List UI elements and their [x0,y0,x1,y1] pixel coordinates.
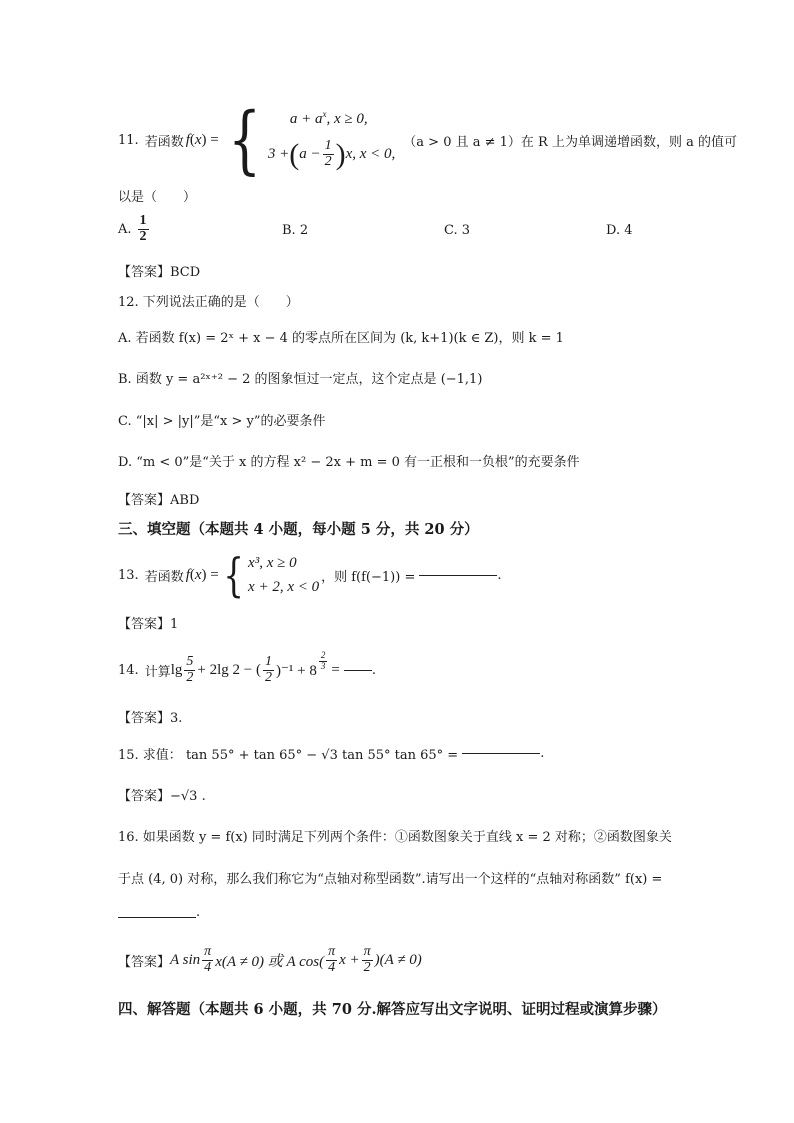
q11-number: 11. [118,132,139,148]
q11-case2: 3 + ( a − $\frac{1}{2}$ ) x, x < 0, [267,137,396,171]
q14-answer-blank [344,670,372,671]
q16-answer-label: 【答案】 [118,954,171,970]
q14-number: 14. [118,662,139,678]
q11-brace: { [227,97,261,183]
q12-option-b: B. 函数 y = a²ˣ⁺² − 2 的图象恒过一定点，这个定点是 (−1,1) [118,372,483,387]
q12-stem: 12. 下列说法正确的是（ ） [118,295,299,310]
q11-option-a: A. $\frac{1}{2}$ [118,213,147,244]
q16-frac-1: $\frac{\pi}{4}$ [204,943,212,975]
q13-answer-blank [419,575,497,576]
q11-answer: 【答案】BCD [118,265,201,280]
q16-answer-blank [118,917,196,918]
q13-lead: 若函数 [144,569,184,585]
q13-answer: 【答案】1 [118,617,179,632]
q11-cases [268,110,395,169]
q16-line-1: 16. 如果函数 y = f(x) 同时满足下列两个条件：①函数图象关于直线 x = 2 对称；②函数图象关 [118,830,672,845]
q11-stem: 11. 若函数 f ( x ) = { $a + a^x$, x ≥ 0, 3 + ( a − $\frac{1}{2}$ ) x, x < 0, （a > 0 且 a ≠ 1）在 R 上为单调递增函数，则 a 的值可 [118,97,737,183]
q15-answer: 【答案】−√3 . [118,789,206,804]
q13-cases [248,551,319,599]
q13-number: 13. [118,567,139,583]
q11-continuation: 以是（ ） [118,190,197,205]
q12-option-d: D. “m < 0”是“关于 x 的方程 x² − 2x + m = 0 有一正根和一负根”的充要条件 [118,455,580,470]
q11-option-a-fraction: $\frac{1}{2}$ [139,213,147,244]
q14-fraction-2: $\frac{1}{2}$ [264,653,272,685]
q16-answer: 【答案】 A sin $\frac{\pi}{4}$ x(A ≠ 0) 或 A cos( $\frac{\pi}{4}$ x + $\frac{\pi}{2}$ )(A ≠ 0) [118,943,422,975]
q11-case1: $a + a^x$, x ≥ 0, [289,109,368,128]
q13-brace: { [223,548,244,602]
q13-tail: ，则 f(f(−1)) = [321,569,416,585]
q11-option-b: B. 2 [282,223,309,238]
q16-answer-blank-row: . [118,905,200,920]
q11-condition: （a > 0 且 a ≠ 1）在 R 上为单调递增函数，则 a 的值可 [403,134,737,150]
q12-option-a: A. 若函数 f(x) = 2ˣ + x − 4 的零点所在区间为 (k, k+1)(k ∈ Z)，则 k = 1 [118,331,564,346]
q12-option-c: C. “|x| > |y|”是“x > y”的必要条件 [118,414,326,429]
section-4-heading: 四、解答题（本题共 6 小题，共 70 分.解答应写出文字说明、证明过程或演算步骤） [118,1001,667,1018]
q11-option-d: D. 4 [606,223,633,238]
q15-stem: 15. 求值： tan 55° + tan 65° − √3 tan 55° tan 65° = [118,748,459,763]
q11-fx: f [185,131,190,148]
q13-case2: x + 2, x < 0 [248,579,320,595]
q13-stem: 13. 若函数 f ( x ) = { x³, x ≥ 0 x + 2, x < 0 ，则 f(f(−1)) = . [118,548,502,602]
q16-frac-2: $\frac{\pi}{4}$ [328,943,336,975]
q14-answer: 【答案】3. [118,711,183,726]
q15-answer-blank [462,753,540,754]
q11-lead: 若函数 [144,134,184,150]
q13-case1: x³, x ≥ 0 [248,555,297,571]
q16-line-2: 于点 (4, 0) 对称，那么我们称它为“点轴对称型函数”.请写出一个这样的“点轴对称函数” f(x) = [118,872,663,887]
q14-fraction-1: $\frac{5}{2}$ [186,653,194,685]
q15-row: 15. 求值： tan 55° + tan 65° − √3 tan 55° tan 65° = . [118,746,545,763]
q14-lead: 计算 [144,664,171,680]
q12-answer: 【答案】ABD [118,493,200,508]
section-3-heading: 三、填空题（本题共 4 小题，每小题 5 分，共 20 分） [118,521,479,538]
q14-exponent: $\frac{2}{3}$ [320,650,326,671]
q11-option-c: C. 3 [444,223,471,238]
q16-frac-3: $\frac{\pi}{2}$ [363,943,371,975]
q14-stem: 14. 计算 lg $\frac{5}{2}$ + 2lg 2 − ( $\frac{1}{2}$ )⁻¹ + 8 $\frac{2}{3}$ = . [118,650,376,685]
